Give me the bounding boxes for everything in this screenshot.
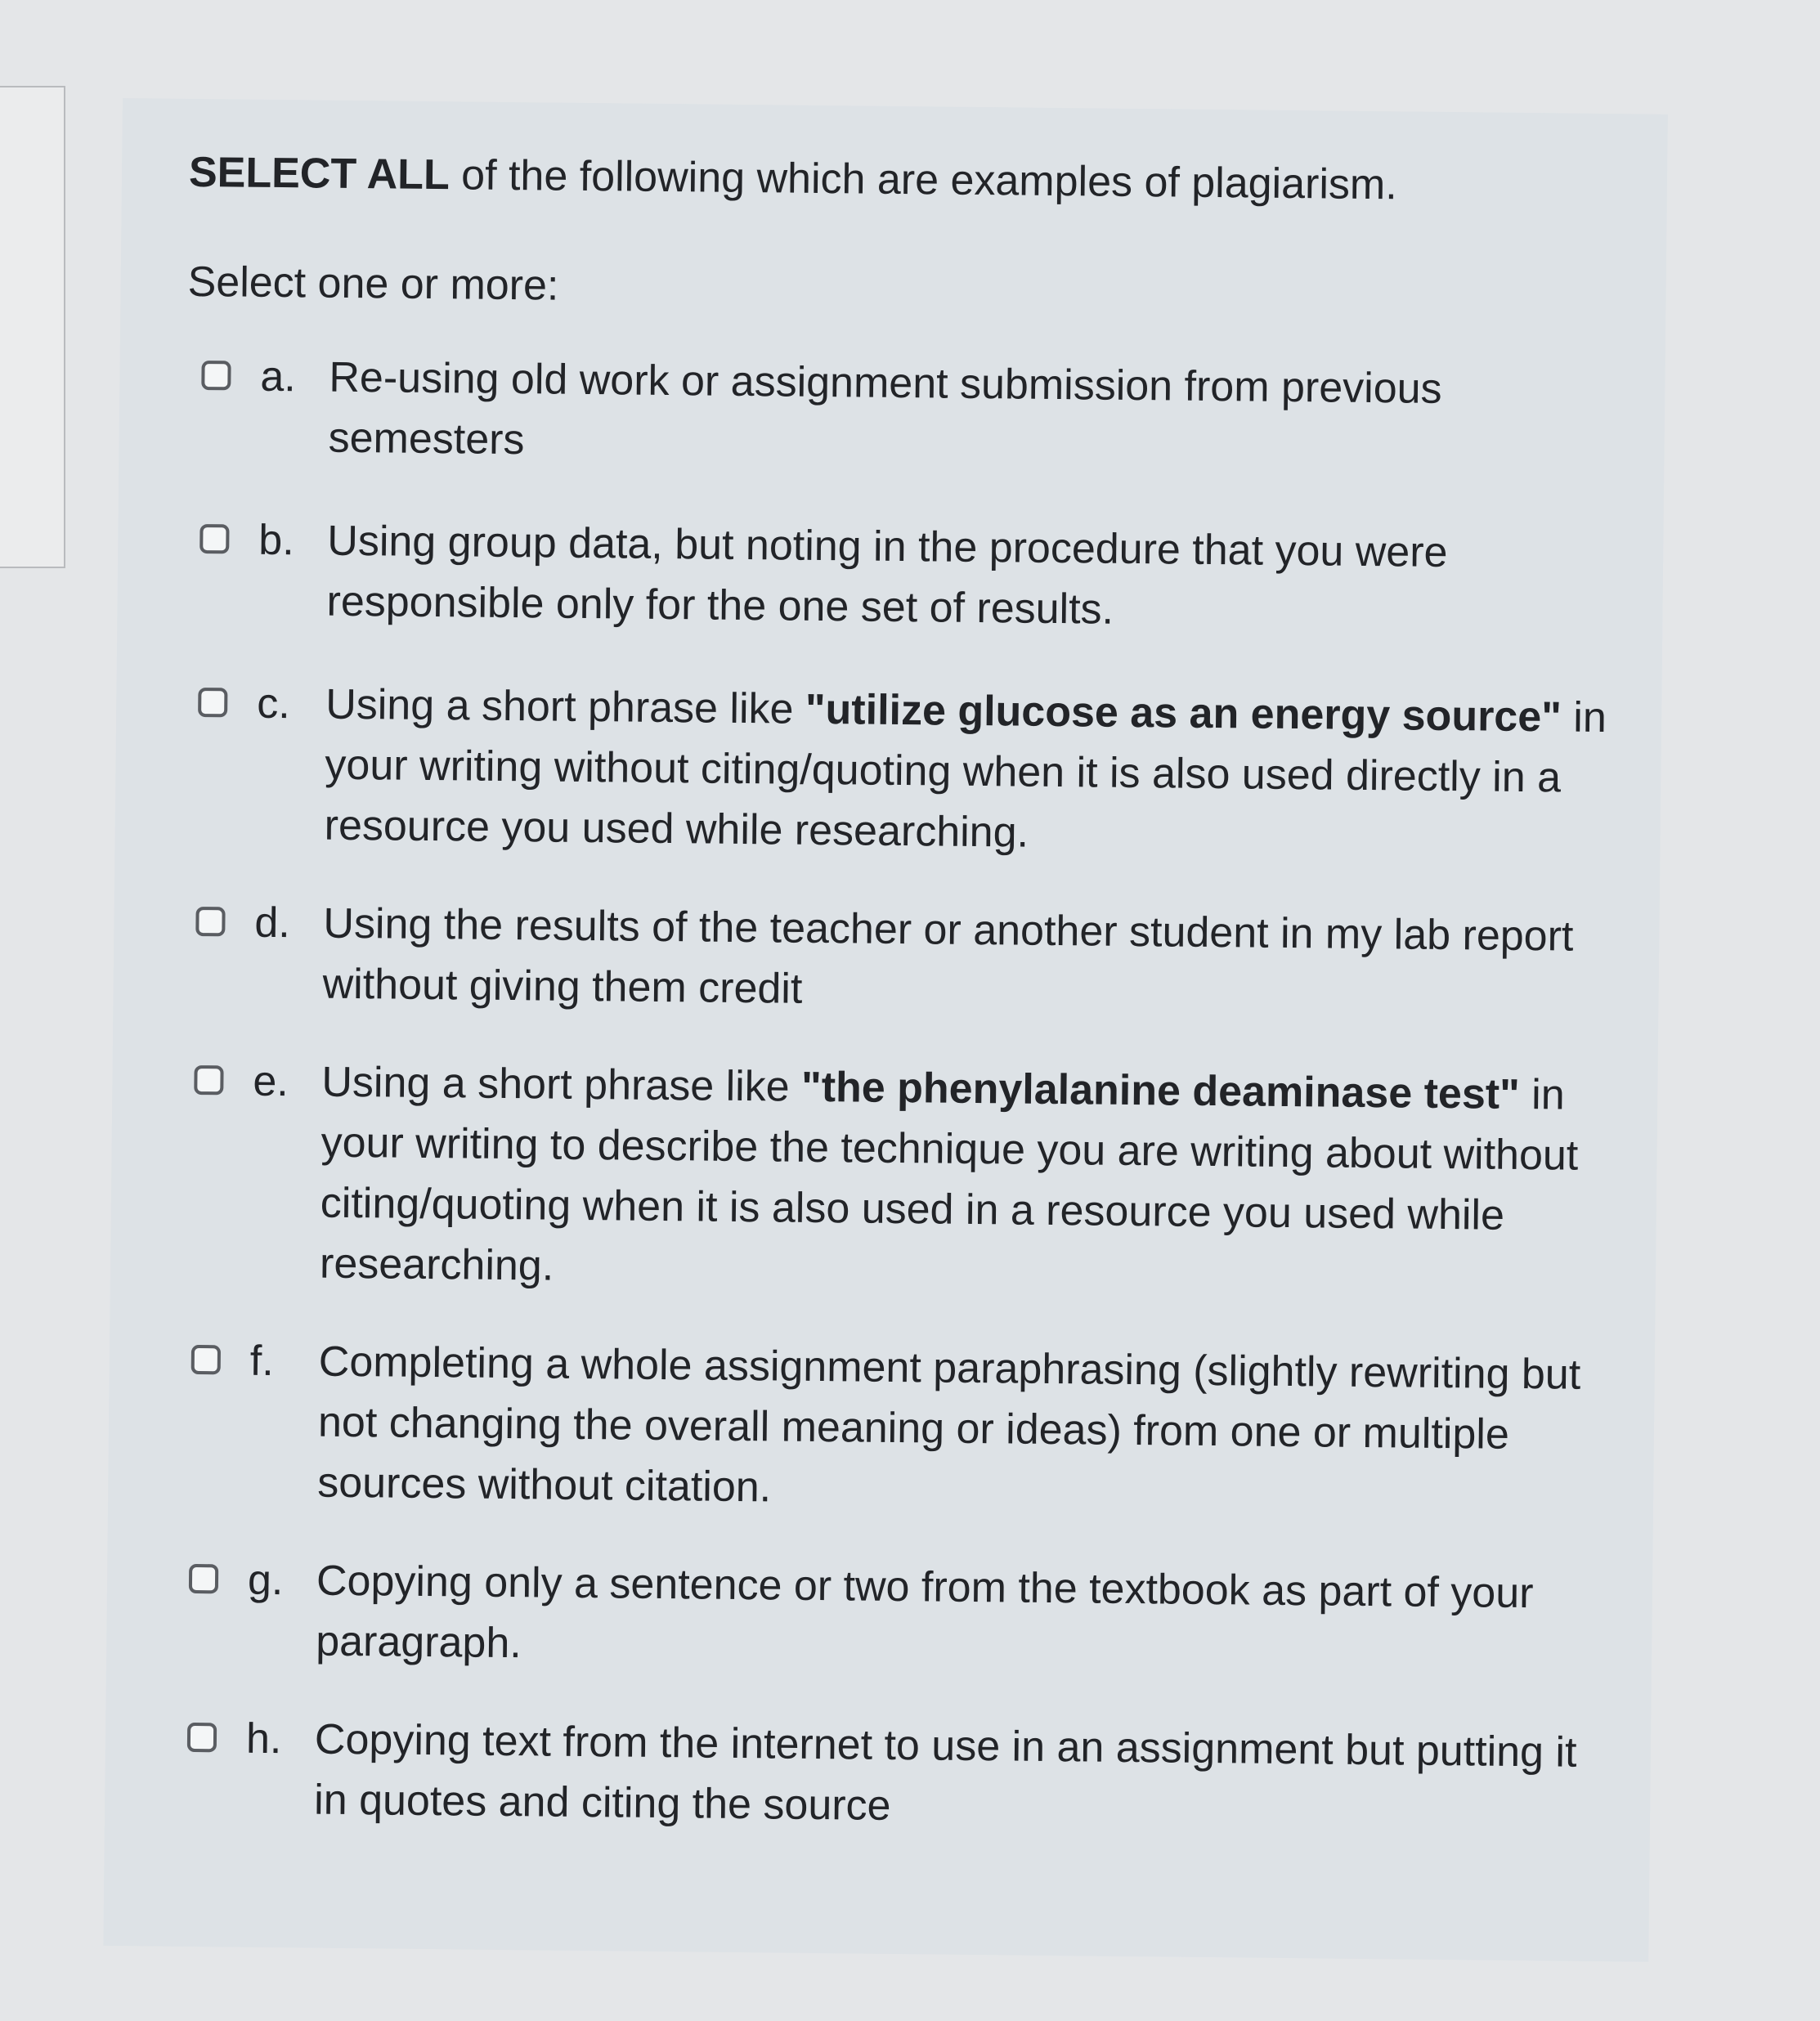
answer-list [186, 346, 1625, 1844]
option-letter-h: h. [245, 1714, 282, 1763]
checkbox-b[interactable] [199, 524, 229, 553]
answer-option-e[interactable] [192, 1051, 1617, 1307]
option-text-b[interactable] [326, 511, 1622, 646]
question-card [103, 98, 1668, 1962]
option-text-a-main: Re-using old work or assignment submission from previous semesters [328, 353, 1442, 464]
checkbox-g[interactable] [189, 1564, 218, 1593]
checkbox-d[interactable] [195, 907, 225, 936]
option-text-a[interactable] [328, 347, 1624, 482]
checkbox-e[interactable] [194, 1065, 223, 1095]
option-letter-f: f. [249, 1337, 275, 1386]
option-text-e-main: Using a short phrase like [321, 1058, 802, 1111]
option-text-e-rest: in your writing to describe the technique you are writing about without citing/quoting when it is also used in a resource you used while researching. [319, 1070, 1579, 1290]
option-text-e-bold: "the phenylalanine deaminase test" [800, 1063, 1521, 1118]
checkbox-f[interactable] [191, 1345, 221, 1374]
option-text-g-main: Copying only a sentence or two from the textbook as part of your paragraph. [315, 1557, 1534, 1668]
option-text-f[interactable] [317, 1332, 1614, 1527]
select-prompt: Select one or more: [187, 258, 559, 310]
answer-option-f[interactable] [190, 1330, 1614, 1526]
checkbox-a[interactable] [201, 361, 231, 390]
question-body: of the following which are examples of plagiarism. [449, 151, 1398, 209]
option-text-c-rest: in your writing without citing/quoting when it is also used directly in a resource you used while researching. [324, 693, 1607, 857]
option-text-g[interactable] [316, 1551, 1612, 1686]
option-text-c[interactable] [324, 674, 1621, 870]
option-letter-g: g. [247, 1556, 284, 1605]
option-letter-e: e. [253, 1057, 289, 1106]
option-text-e[interactable] [320, 1052, 1617, 1308]
question-text [189, 146, 1629, 213]
option-text-f-main: Completing a whole assignment paraphrasing (slightly rewriting but not changing the overall meaning or ideas) from one or multiple sources without citation. [316, 1338, 1581, 1512]
option-text-d-main: Using the results of the teacher or another student in my lab report without giving them credit [322, 899, 1574, 1013]
answer-option-a[interactable] [200, 346, 1624, 482]
option-letter-c: c. [256, 679, 291, 728]
option-text-h-main: Copying text from the internet to use in an assignment but putting it in quotes and citing the source [313, 1715, 1577, 1830]
option-text-c-bold: "utilize glucose as an energy source" [805, 685, 1562, 742]
answer-option-h[interactable] [186, 1708, 1610, 1844]
checkbox-c[interactable] [198, 688, 227, 717]
question-emphasis: SELECT ALL [188, 148, 451, 199]
answer-option-d[interactable] [195, 892, 1618, 1028]
answer-option-g[interactable] [188, 1549, 1612, 1685]
option-letter-a: a. [260, 352, 297, 401]
option-letter-d: d. [254, 898, 291, 948]
checkbox-h[interactable] [187, 1723, 217, 1752]
answer-option-b[interactable] [199, 509, 1622, 645]
side-panel [0, 86, 65, 568]
option-text-b-main: Using group data, but noting in the procedure that you were responsible only for the one set of results. [326, 517, 1448, 634]
option-letter-b: b. [258, 516, 295, 565]
option-text-h[interactable] [314, 1710, 1610, 1844]
option-text-c-main: Using a short phrase like [325, 680, 806, 733]
answer-option-c[interactable] [196, 673, 1621, 869]
option-text-d[interactable] [322, 894, 1618, 1028]
